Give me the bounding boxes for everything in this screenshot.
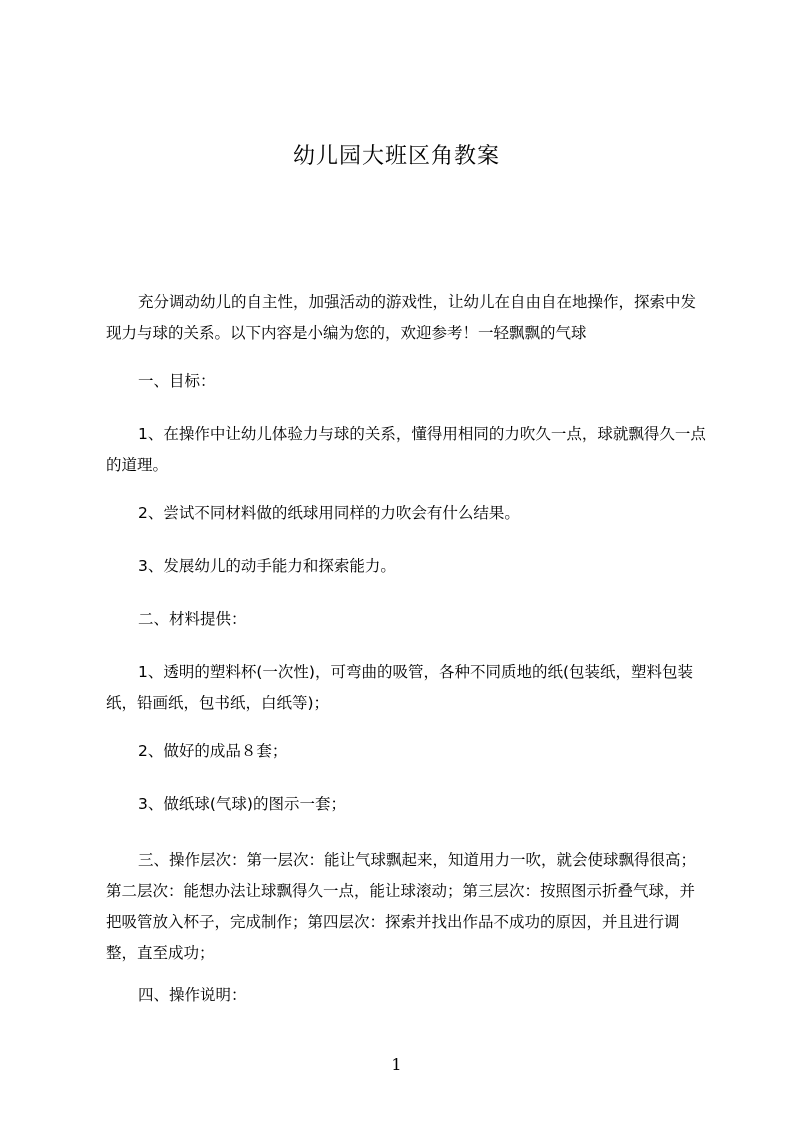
goal-item-2: 2、尝试不同材料做的纸球用同样的力吹会有什么结果。 bbox=[138, 504, 520, 522]
intro-paragraph: 充分调动幼儿的自主性，加强活动的游戏性，让幼儿在自由自在地操作，探索中发现力与球的关系。以下内容是小编为您的，欢迎参考！一轻飘飘的气球 bbox=[106, 293, 697, 342]
material-item-1: 1、透明的塑料杯(一次性)，可弯曲的吸管，各种不同质地的纸(包装纸，塑料包装纸，铅画纸，包书纸，白纸等)； bbox=[106, 663, 694, 712]
material-item-2: 2、做好的成品８套； bbox=[138, 742, 288, 760]
section-operation-levels: 三、操作层次：第一层次：能让气球飘起来，知道用力一吹，就会使球飘得很高；第二层次：能想办法让球飘得久一点，能让球滚动；第三层次：按照图示折叠气球，并把吸管放入杯子，完成制作；第四层次：探索并找出作品不成功的原因，并且进行调整，直至成功； bbox=[106, 851, 697, 962]
section-heading-instructions: 四、操作说明： bbox=[138, 986, 247, 1004]
document-title: 幼儿园大班区角教案 bbox=[292, 144, 500, 169]
goal-item-1: 1、在操作中让幼儿体验力与球的关系，懂得用相同的力吹久一点，球就飘得久一点的道理。 bbox=[106, 425, 706, 474]
material-item-3: 3、做纸球(气球)的图示一套； bbox=[138, 795, 346, 813]
page-number: 1 bbox=[391, 1055, 402, 1074]
section-heading-materials: 二、材料提供： bbox=[138, 610, 247, 628]
section-heading-goals: 一、目标： bbox=[138, 372, 216, 390]
goal-item-3: 3、发展幼儿的动手能力和探索能力。 bbox=[138, 557, 396, 575]
